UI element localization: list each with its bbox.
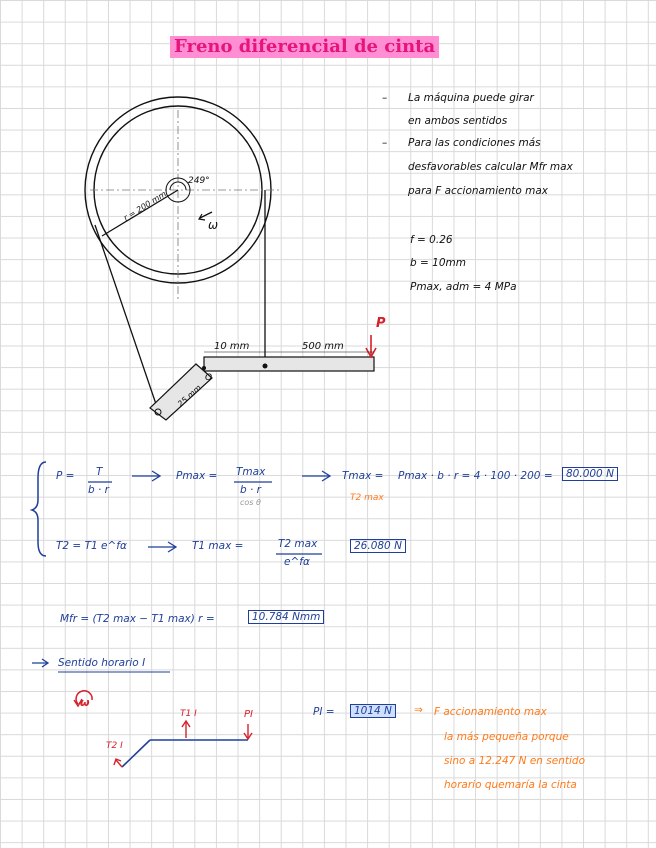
note-line: La máquina puede girar [408,92,534,104]
note-line: desfavorables calcular Mfr max [408,161,573,173]
comment-line: la más pequeña porque [444,731,569,743]
bullet-dash-2: – [382,137,388,149]
comment-line: sino a 12.247 N en sentido [444,755,586,767]
band-tangent-left [95,225,158,410]
lever-arm [150,364,212,420]
eq1-cos: cos θ [240,498,261,507]
eq1-frac-den: b · r [88,484,109,496]
pivot-label: O [205,373,213,383]
band-attach-point [263,364,268,369]
t2-arrow [116,760,122,767]
p-result: 1014 N [350,704,396,718]
eq1-result: 80.000 N [562,467,618,481]
comment-arrow: ⇒ [414,704,423,716]
comment-line: F accionamiento max [434,706,547,718]
section-heading: Sentido horario I [58,657,146,669]
eq2-t1max: T1 max = [192,540,244,552]
dim-25mm: 25 mm [176,383,204,409]
eq1-pmax: Pmax = [176,470,218,482]
t1-label: T1 I [180,709,197,719]
dim-10mm: 10 mm [214,341,250,352]
angle-label: 249° [188,176,210,186]
eq1-note: T2 max [350,493,384,503]
param-friction: f = 0.26 [410,234,453,246]
note-line: para F accionamiento max [408,185,548,197]
comment-line: horario quemaría la cinta [444,779,577,791]
eq1-calc: Pmax · b · r = 4 · 100 · 200 = [398,470,553,482]
page-title: Freno diferencial de cinta [170,36,439,58]
eq2-result: 26.080 N [350,539,406,553]
eq2-num: T2 max [278,538,318,550]
dim-500mm: 500 mm [302,341,344,352]
eq1-p: P = [56,470,75,482]
eq2-t2: T2 = T1 e^fα [56,540,127,552]
sketch-band-slant [122,740,150,767]
param-pressure: Pmax, adm = 4 MPa [410,281,517,293]
section-omega: ω [80,696,90,709]
eq3-result: 10.784 Nmm [248,610,324,624]
radius-label: r = 200 mm [122,189,168,223]
eq1-tmax-num: Tmax [236,466,266,478]
note-line: Para las condiciones más [408,137,541,149]
eq1-tmax-den: b · r [240,484,261,496]
force-label: P [376,316,386,331]
p-label: PI [244,709,253,720]
note-line: en ambos sentidos [408,115,508,127]
equation-brace [32,462,46,556]
lever-bar [204,357,374,371]
bullet-dash-1: – [382,92,388,104]
eq2-den: e^fα [284,556,310,568]
t2-label: T2 I [106,741,123,751]
eq1-tmax: Tmax = [342,470,384,482]
p-result-label: PI = [313,706,335,718]
param-width: b = 10mm [410,257,466,269]
omega-label: ω [208,218,219,232]
eq1-frac-num: T [96,466,103,478]
eq3-mfr: Mfr = (T2 max − T1 max) r = [60,613,215,625]
